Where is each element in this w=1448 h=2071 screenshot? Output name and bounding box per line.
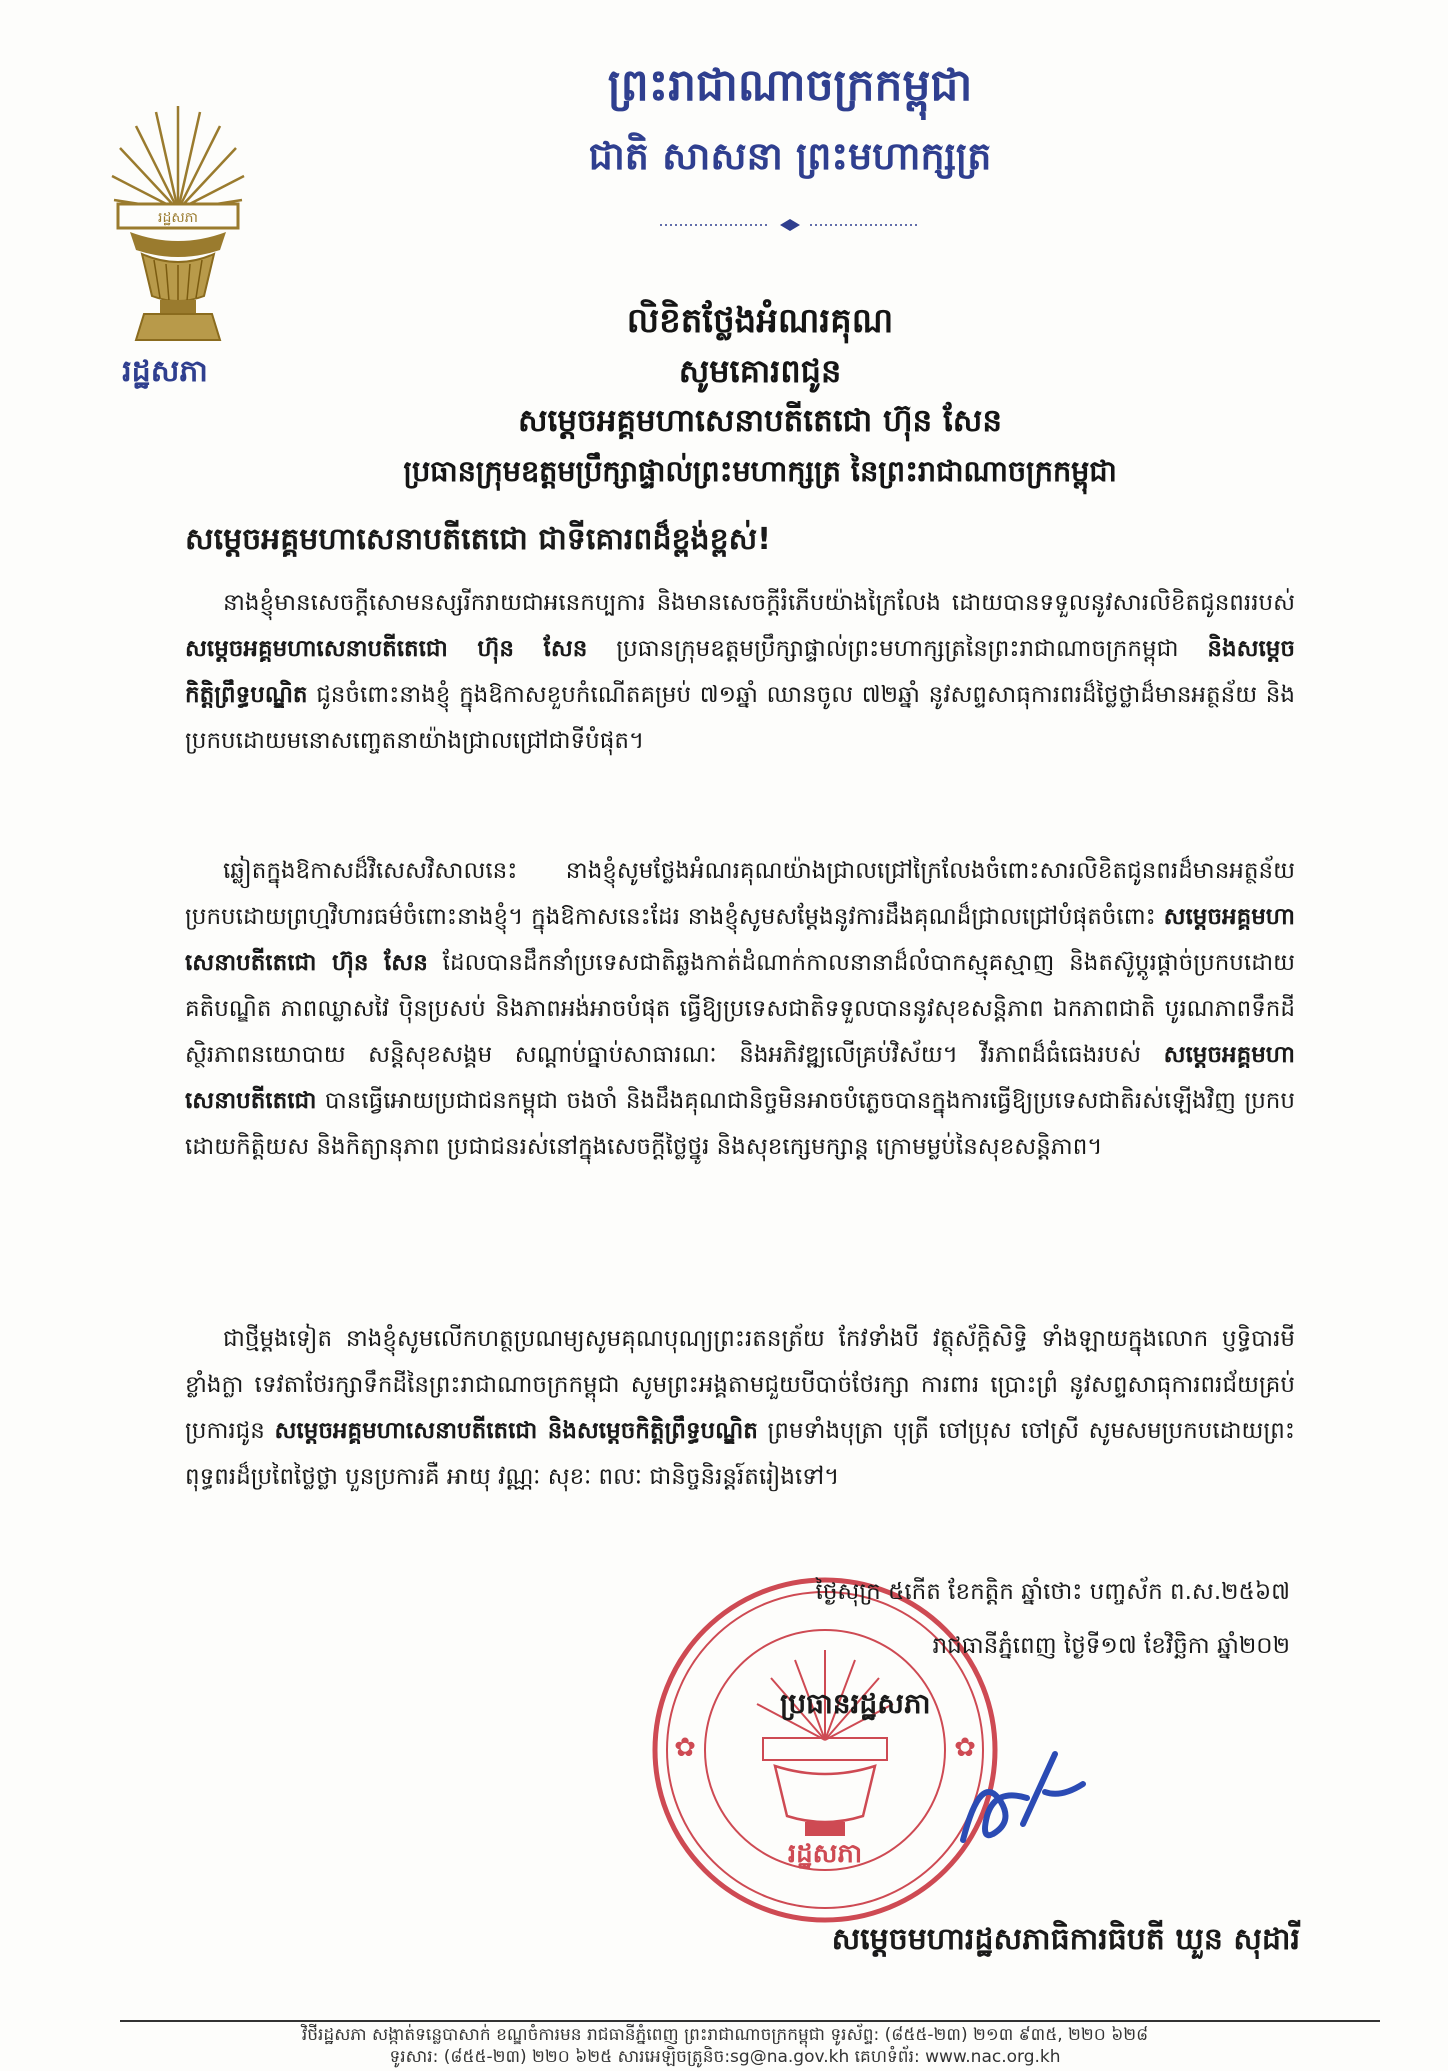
paragraph-2: ឆ្លៀតក្នុងឱកាសដ៏វិសេសវិសាលនេះ នាងខ្ញុំសូមថ្លែងអំណរគុណយ៉ាងជ្រាលជ្រៅក្រៃលែងចំពោះសារលិខិតជូនពរដ៏មានអត្ថន័យប្រកបដោយព្រហ្មវិហារធម៌ចំពោះនាងខ្ញុំ។ ក្នុងឱកាសនេះដែរ នាងខ្ញុំសូមសម្តែងនូវការដឹងគុណដ៏ជ្រាលជ្រៅបំផុតចំពោះ សម្តេចអគ្គមហាសេនាបតីតេជោ ហ៊ុន សែន ដែលបានដឹកនាំប្រទេសជាតិឆ្លងកាត់ដំណាក់កាលនានាដ៏លំបាកស្មុគស្មាញ និងតស៊ូប្តូរផ្តាច់ប្រកបដោយគតិបណ្ឌិត ភាពឈ្លាសវៃ ប៉ិនប្រសប់ និងភាពអង់អាចបំផុត ធ្វើឱ្យប្រទេសជាតិទទួលបាននូវសុខសន្តិភាព ឯកភាពជាតិ បូរណភាពទឹកដី ស្ថិរភាពនយោបាយ សន្តិសុខសង្គម សណ្តាប់ធ្នាប់សាធារណៈ និងអភិវឌ្ឍលើគ្រប់វិស័យ។ វីរភាពដ៏ធំធេងរបស់ សម្តេចអគ្គមហាសេនាបតីតេជោ បានធ្វើអោយប្រជាជនកម្ពុជា ចងចាំ និងដឹងគុណជានិច្ចមិនអាចបំភ្លេចបានក្នុងការធ្វើឱ្យប្រទេសជាតិរស់ឡើងវិញ ប្រកបដោយកិត្តិយស និងកិត្យានុភាព ប្រជាជនរស់នៅក្នុងសេចក្តីថ្លៃថ្នូរ និងសុខក្សេមក្សាន្ត ក្រោមម្លប់នៃសុខសន្តិភាព។ [185, 858, 1295, 1160]
salutation: សម្តេចអគ្គមហាសេនាបតីតេជោ ជាទីគោរពដ៏ខ្ពង់ខ្ពស់! [185, 522, 771, 557]
handwritten-signature [935, 1740, 1105, 1860]
footer-divider [120, 2020, 1380, 2022]
national-motto: ជាតិ សាសនា ព្រះមហាក្សត្រ [588, 134, 992, 178]
addressee-intro: សូមគោរពជូន [678, 352, 842, 390]
emblem-text: រដ្ឋសភា [158, 210, 198, 226]
emblem-caption: រដ្ឋសភា [122, 354, 208, 389]
kingdom-heading: ព្រះរាជាណាចក្រកម្ពុជា [607, 60, 973, 111]
seal-text: រដ្ឋសភា [787, 1839, 863, 1869]
paragraph-1: នាងខ្ញុំមានសេចក្តីសោមនស្សរីករាយជាអនេកប្បការ និងមានសេចក្តីរំភើបយ៉ាងក្រៃលែង ដោយបានទទួលនូវសារលិខិតជូនពររបស់ សម្តេចអគ្គមហាសេនាបតីតេជោ ហ៊ុន សែន ប្រធានក្រុមឧត្តមប្រឹក្សាផ្ទាល់ព្រះមហាក្សត្រនៃព្រះរាជាណាចក្រកម្ពុជា និងសម្តេចកិត្តិព្រឹទ្ធបណ្ឌិត ជូនចំពោះនាងខ្ញុំ ក្នុងឱកាសខួបកំណើតគម្រប់ ៧១ឆ្នាំ ឈានចូល ៧២ឆ្នាំ នូវសព្ទសាធុការពរដ៏ថ្លៃថ្លាដ៏មានអត្ថន័យ និងប្រកបដោយមនោសញ្ចេតនាយ៉ាងជ្រាលជ្រៅជាទីបំផុត។ [185, 590, 1295, 754]
signatory-role: ប្រធានរដ្ឋសភា [780, 1687, 931, 1720]
letter-title: លិខិតថ្លែងអំណរគុណ [626, 301, 894, 341]
letter-title-block [200, 296, 1320, 496]
addressee-title: ប្រធានក្រុមឧត្តមប្រឹក្សាផ្ទាល់ព្រះមហាក្សត្រ នៃព្រះរាជាណាចក្រកម្ពុជា [403, 454, 1117, 488]
addressee-name: សម្តេចអគ្គមហាសេនាបតីតេជោ ហ៊ុន សែន [517, 403, 1002, 439]
paragraph-3: ជាថ្មីម្តងទៀត នាងខ្ញុំសូមលើកហត្ថប្រណម្យសូមគុណបុណ្យព្រះរតនត្រ័យ កែវទាំងបី វត្ថុស័ក្តិសិទ្ធិ ទាំងឡាយក្នុងលោក ប្ញទ្ធិបារមីខ្លាំងក្លា ទេវតាថែរក្សាទឹកដីនៃព្រះរាជាណាចក្រកម្ពុជា សូមព្រះអង្គតាមជួយបីបាច់ថែរក្សា ការពារ ប្រោះព្រំ នូវសព្ទសាធុការពរជ័យគ្រប់ប្រការជូន សម្តេចអគ្គមហាសេនាបតីតេជោ និងសម្តេចកិត្តិព្រឹទ្ធបណ្ឌិត ព្រមទាំងបុត្រា បុត្រី ចៅប្រុស ចៅស្រី សូមសមប្រកបដោយព្រះពុទ្ធពរដ៏ប្រពៃថ្លៃថ្លា បួនប្រការគឺ អាយុ វណ្ណៈ សុខៈ ពលៈ ជានិច្ចនិរន្តរ៍តរៀងទៅ។ [185, 1326, 1295, 1490]
signatory-name: សម្តេចមហារដ្ឋសភាធិការធិបតី ឃួន សុដារី [831, 1922, 1300, 1957]
footer-contact: ទូរសារ: (៨៥៥-២៣) ២២០ ៦២៥ សារអេឡិចត្រូនិច:sg@na.gov.kh គេហទំព័រ: www.nac.org.kh [389, 2047, 1061, 2067]
svg-text:✿: ✿ [674, 1733, 696, 1763]
svg-text:✿: ✿ [954, 1733, 976, 1763]
footer-address: វិថីរដ្ឋសភា សង្កាត់ទន្លេបាសាក់ ខណ្ឌចំការមន រាជធានីភ្នំពេញ ព្រះរាជាណាចក្រកម្ពុជា ទូរស័ព្ទ: (៨៥៥-២៣) ២១៣ ៩៣៥, ២២០ ៦២៨ [301, 2025, 1149, 2045]
place-and-date: រាជធានីភ្នំពេញ ថ្ងៃទី១៧ ខែវិច្ឆិកា ឆ្នាំ២០២ [932, 1633, 1290, 1659]
lunar-date: ថ្ងៃសុក្រ ៥កើត ខែកត្តិក ឆ្នាំថោះ បញ្ចស័ក ព.ស.២៥៦៧ [815, 1579, 1290, 1605]
ornament-divider [660, 218, 920, 232]
